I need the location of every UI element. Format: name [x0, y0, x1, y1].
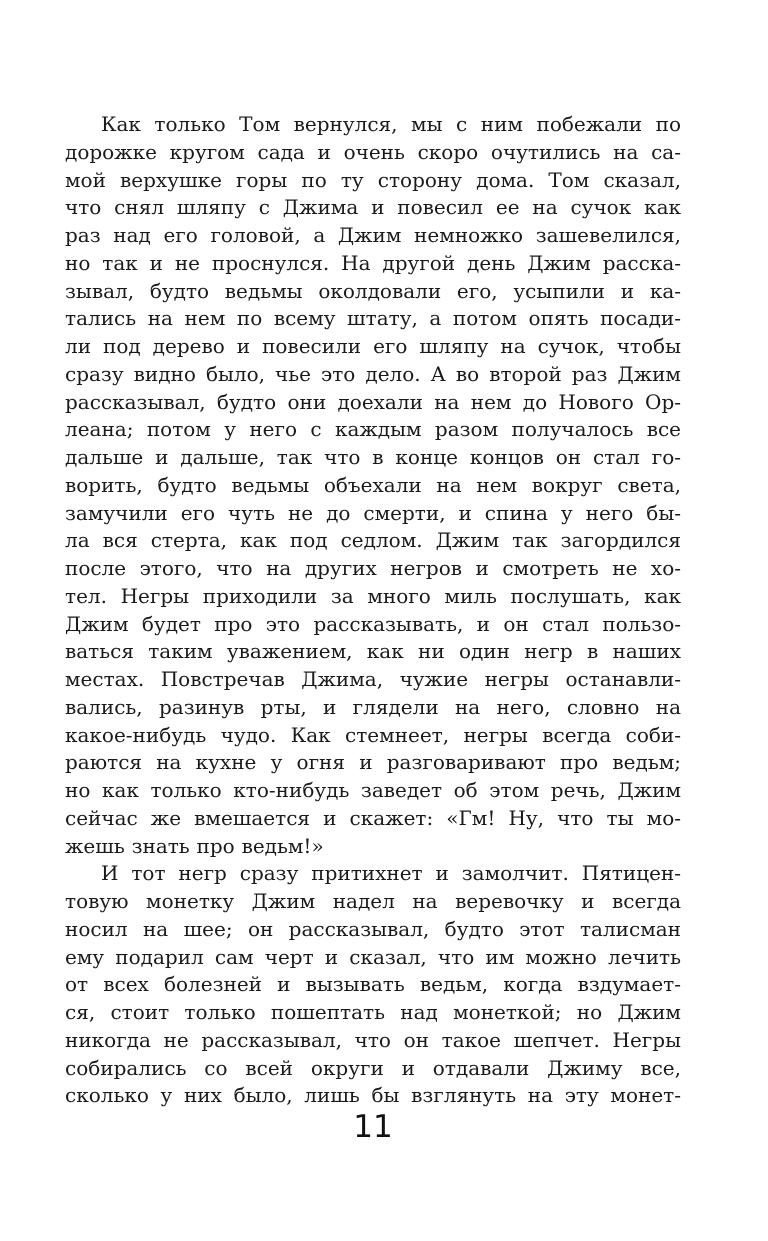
text-line: ворить, будто ведьмы объехали на нем вокруг света,	[65, 472, 681, 497]
text-line: сразу видно было, чье это дело. А во второй раз Джим	[65, 361, 681, 386]
text-line: раз над его головой, а Джим немножко зашевелился,	[65, 223, 681, 247]
paragraph	[65, 111, 681, 860]
text-line: И тот негр сразу притихнет и замолчит. Пятицен-	[101, 861, 681, 886]
text-line: товую монетку Джим надел на веревочку и всегда	[65, 889, 681, 913]
text-line: никогда не рассказывал, что он такое шепчет. Негры	[65, 1027, 681, 1052]
text-line: дальше и дальше, так что в конце концов он стал го-	[65, 445, 681, 469]
text-line: тались на нем по всему штату, а потом опять посади-	[65, 306, 681, 331]
text-line: дорожке кругом сада и очень скоро очутились на са-	[65, 139, 681, 164]
text-line: замучили его чуть не до смерти, и спина у него бы-	[65, 500, 681, 525]
text-line: жешь знать про ведьм!»	[65, 833, 324, 858]
text-line: что снял шляпу с Джима и повесил ее на сучок как	[65, 195, 681, 220]
paragraph	[65, 860, 681, 1110]
text-line: ему подарил сам черт и сказал, что им можно лечить	[65, 944, 681, 969]
page-number: 11	[353, 1109, 393, 1145]
text-block	[65, 111, 681, 1110]
text-line: но как только кто-нибудь заведет об этом речь, Джим	[65, 778, 681, 802]
text-line: мой верхушке горы по ту сторону дома. Том сказал,	[65, 167, 681, 192]
text-line: рассказывал, будто они доехали на нем до Нового Ор-	[65, 389, 681, 414]
text-line: местах. Повстречав Джима, чужие негры останавли-	[65, 667, 681, 691]
text-line: ваться таким уважением, как ни один негр в наших	[65, 639, 681, 664]
text-line: собирались со всей округи и отдавали Джиму все,	[65, 1055, 681, 1080]
text-line: Джим будет про это рассказывать, и он стал пользо-	[65, 611, 681, 636]
text-line: сколько у них было, лишь бы взглянуть на эту монет-	[65, 1083, 681, 1108]
text-line: Как только Том вернулся, мы с ним побежали по	[101, 112, 681, 136]
text-line: носил на шее; он рассказывал, будто этот талисман	[65, 916, 681, 941]
text-line: после этого, что на других негров и смотреть не хо-	[65, 556, 681, 580]
text-line: от всех болезней и вызывать ведьм, когда вздумает-	[65, 972, 681, 997]
text-line: раются на кухне у огня и разговаривают про ведьм;	[65, 750, 681, 775]
text-line: но так и не проснулся. На другой день Джим расска-	[65, 250, 681, 275]
text-line: ли под дерево и повесили его шляпу на сучок, чтобы	[65, 334, 681, 358]
text-line: леана; потом у него с каждым разом получалось все	[65, 417, 681, 442]
text-line: вались, разинув рты, и глядели на него, словно на	[65, 694, 681, 719]
text-line: какое-нибудь чудо. Как стемнеет, негры всегда соби-	[65, 722, 681, 747]
text-line: ла вся стерта, как под седлом. Джим так загордился	[65, 528, 681, 553]
text-line: сейчас же вмешается и скажет: «Гм! Ну, что ты мо-	[65, 805, 681, 830]
text-line: ся, стоит только пошептать над монеткой; но Джим	[65, 1000, 681, 1024]
text-line: тел. Негры приходили за много миль послушать, как	[65, 583, 681, 608]
text-line: зывал, будто ведьмы околдовали его, усыпили и ка-	[65, 278, 681, 303]
